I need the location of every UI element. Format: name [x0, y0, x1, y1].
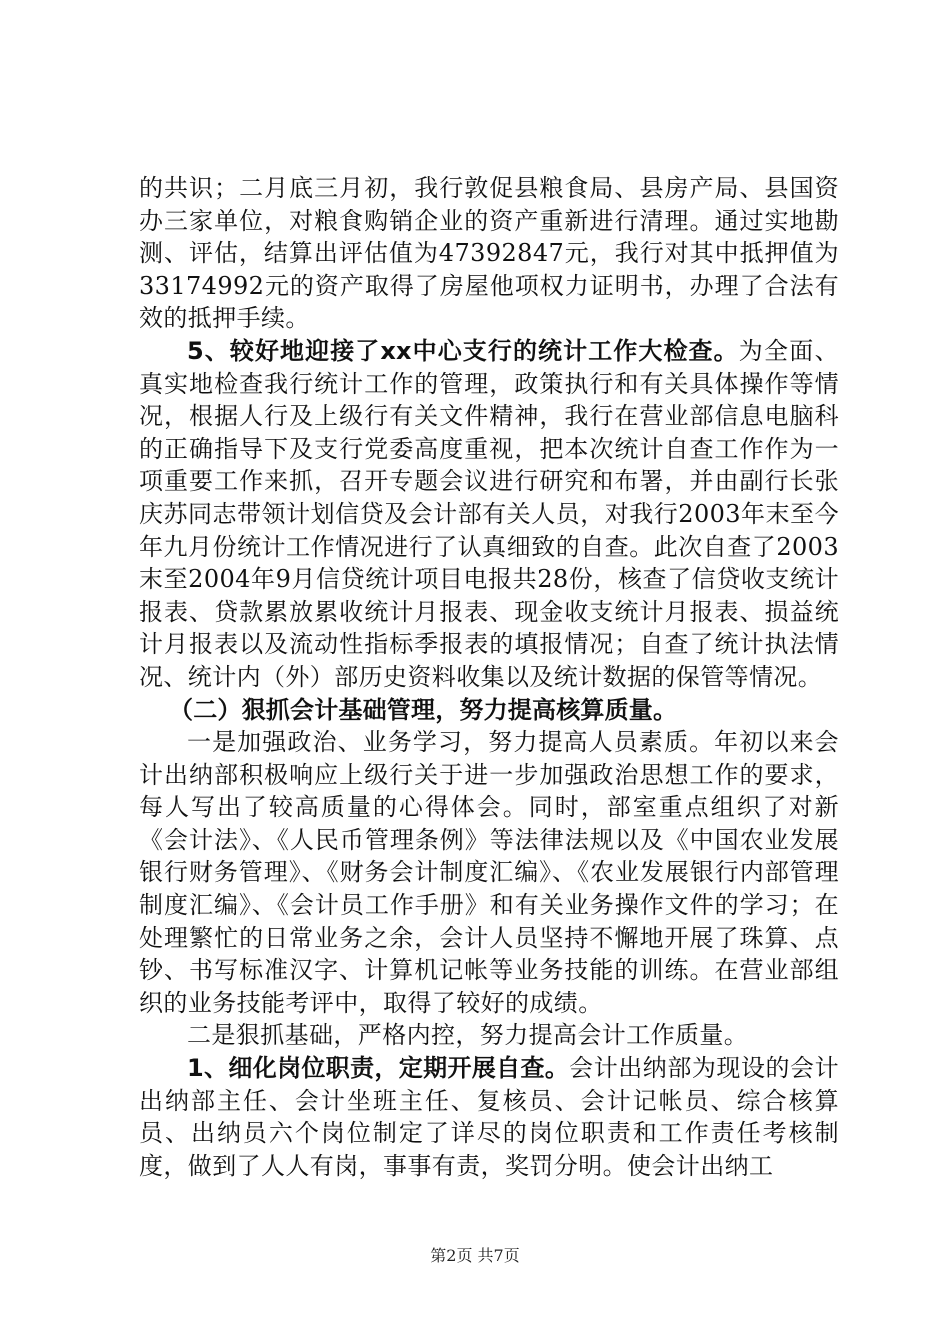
paragraph-continued — [139, 172, 839, 335]
paragraph-first-point — [139, 726, 839, 1019]
paragraph-text: 的共识；二月底三月初，我行敦促县粮食局、县房产局、县国资办三家单位，对粮食购销企业的资产重新进行清理。通过实地勘测、评估，结算出评估值为47392847元，我行对其中抵押值为33174992元的资产取得了房屋他项权力证明书，办理了合法有效的抵押手续。 — [139, 174, 839, 333]
paragraph-text: 会计出纳部为现设的会计出纳部主任、会计坐班主任、复核员、会计记帐员、综合核算员、出纳员六个岗位制定了详尽的岗位职责和工作责任考核制度，做到了人人有岗，事事有责，奖罚分明。使会计出纳工 — [139, 1054, 839, 1180]
item-5-heading: 5、较好地迎接了xx中心支行的统计工作大检查。 — [187, 336, 739, 365]
page-footer: 第2页 共7页 — [430, 1246, 520, 1265]
item-1-heading: 1、细化岗位职责，定期开展自查。 — [187, 1054, 570, 1083]
paragraph-text: 为全面、真实地检查我行统计工作的管理，政策执行和有关具体操作等情况，根据人行及上级行有关文件精神，我行在营业部信息电脑科的正确指导下及支行党委高度重视，把本次统计自查工作作为一项重要工作来抓，召开专题会议进行研究和布署，并由副行长张庆苏同志带领计划信贷及会计部有关人员，对我行2003年末至今年九月份统计工作情况进行了认真细致的自查。此次自查了2003末至2004年9月信贷统计项目电报共28份，核查了信贷收支统计报表、贷款累放累收统计月报表、现金收支统计月报表、损益统计月报表以及流动性指标季报表的填报情况；自查了统计执法情况、统计内（外）部历史资料收集以及统计数据的保管等情况。 — [139, 336, 839, 691]
paragraph-text: 一是加强政治、业务学习，努力提高人员素质。年初以来会计出纳部积极响应上级行关于进一步加强政治思想工作的要求，每人写出了较高质量的心得体会。同时，部室重点组织了对新《会计法》、《人民币管理条例》等法律法规以及《中国农业发展银行财务管理》、《财务会计制度汇编》、《农业发展银行内部管理制度汇编》、《会计员工作手册》和有关业务操作文件的学习；在处理繁忙的日常业务之余，会计人员坚持不懈地开展了珠算、点钞、书写标准汉字、计算机记帐等业务技能的训练。在营业部组织的业务技能考评中，取得了较好的成绩。 — [139, 728, 839, 1017]
paragraph-text: 二是狠抓基础，严格内控，努力提高会计工作质量。 — [187, 1021, 749, 1050]
section-heading-2: （二）狠抓会计基础管理，努力提高核算质量。 — [169, 695, 678, 724]
document-body — [139, 172, 839, 1182]
paragraph-second-point — [139, 1019, 839, 1052]
paragraph-item-1 — [139, 1052, 839, 1182]
paragraph-item-5 — [139, 335, 839, 694]
